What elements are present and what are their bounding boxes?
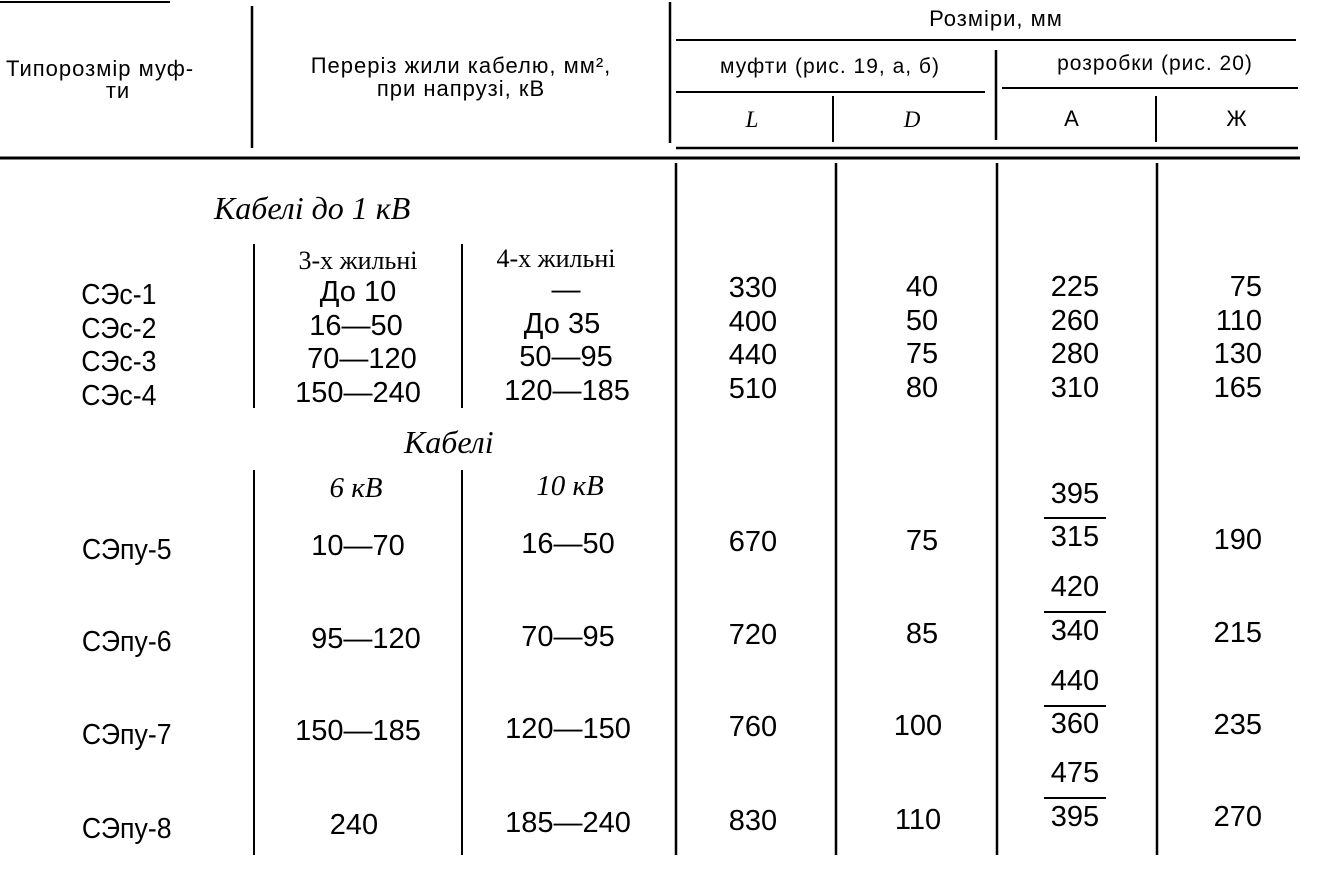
kv10-cell: 16—50 bbox=[521, 528, 615, 560]
type-cell: СЭпу-6 bbox=[81, 626, 172, 658]
D-cell: 80 bbox=[905, 372, 939, 404]
Zh-cell: 190 bbox=[1213, 524, 1262, 556]
D-cell: 50 bbox=[905, 305, 939, 337]
col-type-header-line2: ти bbox=[105, 78, 131, 103]
section2-sub-6kv: 6 кВ bbox=[329, 472, 383, 504]
core4-cell: — bbox=[551, 274, 581, 306]
L-cell: 830 bbox=[728, 805, 778, 837]
section1-sub-3core: 3-х жильні bbox=[298, 246, 418, 275]
core4-cell: 50—95 bbox=[519, 341, 613, 373]
core4-cell: 120—185 bbox=[504, 375, 630, 407]
sub-header-D: D bbox=[903, 107, 921, 132]
A-top-cell: 420 bbox=[1050, 571, 1100, 603]
core3-cell: 150—240 bbox=[295, 377, 421, 409]
D-cell: 100 bbox=[893, 710, 943, 742]
A-top-cell: 440 bbox=[1050, 665, 1100, 697]
kv6-cell: 150—185 bbox=[295, 715, 421, 747]
A-top-cell: 475 bbox=[1050, 757, 1100, 789]
kv10-cell: 185—240 bbox=[505, 807, 631, 839]
A-bottom-cell: 360 bbox=[1050, 708, 1100, 740]
col-section-header-line2: при напрузі, кВ bbox=[376, 76, 546, 101]
Zh-cell: 110 bbox=[1215, 305, 1262, 337]
D-cell: 75 bbox=[905, 525, 939, 557]
A-cell: 260 bbox=[1050, 305, 1100, 337]
sub-header-L: L bbox=[745, 107, 759, 132]
L-cell: 330 bbox=[728, 272, 778, 304]
cutting-group-header: розробки (рис. 20) bbox=[1057, 52, 1253, 75]
kv6-cell: 10—70 bbox=[311, 530, 405, 562]
L-cell: 720 bbox=[728, 619, 778, 651]
type-cell: СЭс-2 bbox=[81, 313, 157, 345]
section1-sub-4core: 4-х жильні bbox=[496, 244, 616, 273]
col-section-header-line1: Переріз жили кабелю, мм², bbox=[310, 53, 612, 78]
core3-cell: 16—50 bbox=[309, 310, 403, 342]
A-bottom-cell: 315 bbox=[1050, 521, 1100, 553]
section2-sub-10kv: 10 кВ bbox=[536, 470, 604, 502]
coupling-group-header: муфти (рис. 19, а, б) bbox=[720, 55, 940, 78]
A-bottom-cell: 395 bbox=[1050, 801, 1100, 833]
sub-header-Zh: Ж bbox=[1226, 106, 1248, 131]
D-cell: 40 bbox=[905, 271, 939, 303]
dims-group-header: Розміри, мм bbox=[929, 6, 1063, 31]
sub-header-A: А bbox=[1064, 106, 1080, 131]
type-cell: СЭс-3 bbox=[81, 346, 157, 378]
A-top-cell: 395 bbox=[1050, 478, 1100, 510]
A-bottom-cell: 340 bbox=[1050, 615, 1100, 647]
Zh-cell: 165 bbox=[1213, 372, 1262, 404]
section1-title: Кабелі до 1 кВ bbox=[214, 190, 411, 226]
L-cell: 400 bbox=[728, 306, 778, 338]
type-cell: СЭпу-8 bbox=[81, 813, 172, 845]
Zh-cell: 235 bbox=[1213, 709, 1262, 741]
type-cell: СЭс-1 bbox=[81, 279, 157, 311]
A-cell: 225 bbox=[1050, 271, 1100, 303]
Zh-cell: 270 bbox=[1213, 801, 1262, 833]
A-cell: 280 bbox=[1050, 338, 1100, 370]
D-cell: 85 bbox=[905, 618, 939, 650]
L-cell: 760 bbox=[728, 711, 778, 743]
Zh-cell: 215 bbox=[1213, 617, 1262, 649]
core3-cell: 70—120 bbox=[307, 343, 417, 375]
kv10-cell: 70—95 bbox=[521, 621, 615, 653]
type-cell: СЭс-4 bbox=[81, 380, 157, 412]
L-cell: 670 bbox=[728, 526, 778, 558]
kv6-cell: 240 bbox=[329, 809, 379, 841]
D-cell: 110 bbox=[894, 804, 942, 836]
A-cell: 310 bbox=[1050, 372, 1100, 404]
section2-title: Кабелі bbox=[404, 424, 494, 460]
Zh-cell: 75 bbox=[1229, 271, 1262, 303]
type-cell: СЭпу-5 bbox=[81, 534, 172, 566]
type-cell: СЭпу-7 bbox=[81, 719, 172, 751]
core3-cell: До 10 bbox=[319, 276, 397, 308]
kv6-cell: 95—120 bbox=[311, 623, 421, 655]
core4-cell: До 35 bbox=[523, 308, 601, 340]
kv10-cell: 120—150 bbox=[505, 713, 631, 745]
L-cell: 510 bbox=[728, 373, 778, 405]
D-cell: 75 bbox=[905, 338, 939, 370]
L-cell: 440 bbox=[728, 339, 778, 371]
col-type-header-line1: Типорозмір муф- bbox=[6, 56, 195, 81]
Zh-cell: 130 bbox=[1213, 338, 1262, 370]
